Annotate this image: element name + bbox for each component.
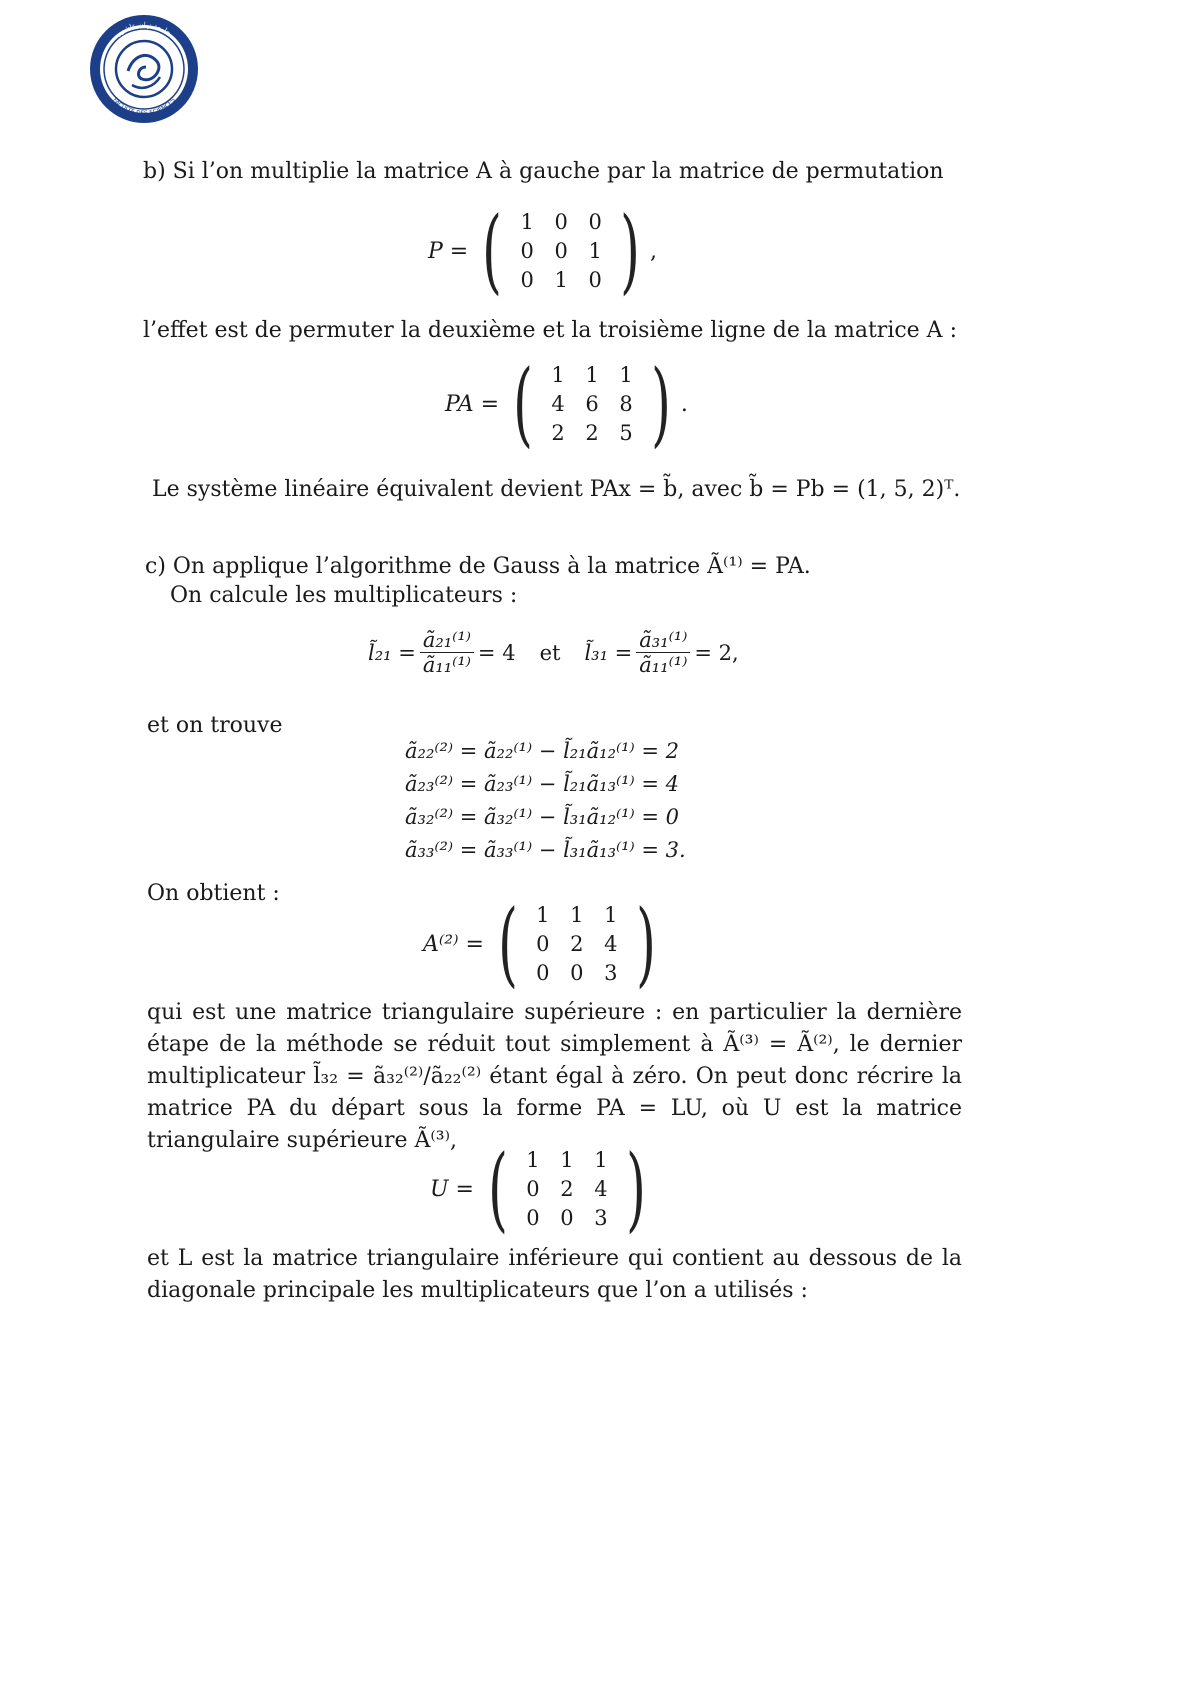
matrix-entry: 3	[594, 1205, 608, 1230]
matrix-U-label: U =	[430, 1176, 474, 1202]
matrix-entry: 1	[554, 267, 568, 292]
left-paren: (	[498, 890, 518, 997]
logo-ring-text-top: جامعة زيان عاشور	[115, 20, 173, 37]
right-paren: )	[625, 1135, 646, 1242]
system-text: Le système linéaire équivalent devient PAx = b̃, avec b̃ = Pb = (1, 5, 2)ᵀ.	[152, 477, 961, 502]
trouve-text: et on trouve	[147, 713, 283, 738]
right-paren: )	[651, 350, 671, 457]
matrix-PA-trail: .	[680, 391, 688, 417]
matrix-P-entries	[510, 208, 612, 295]
matrix-entry: 1	[619, 362, 633, 387]
triangular-paragraph: qui est une matrice triangulaire supérieure : en particulier la dernière étape de la méthode se réduit tout simplement à Ã⁽³⁾ = Ã⁽²⁾, le dernier multiplicateur l̃₃₂ = ã₃₂⁽²⁾/ã₂₂⁽²⁾ étant égal à zéro. On peut donc récrire la matrice PA du départ sous la forme PA = LU, où U est la matrice triangulaire supérieure Ã⁽³⁾,	[147, 1000, 962, 1153]
section-c-intro: c) On applique l’algorithme de Gauss à la matrice Ã⁽¹⁾ = PA.	[145, 554, 811, 579]
fraction-denominator: ã₁₁⁽¹⁾	[422, 653, 471, 677]
matrix-PA-entries	[541, 361, 643, 448]
matrix-A2-label: A⁽²⁾ =	[423, 931, 484, 957]
matrix-A2-entries	[526, 901, 628, 988]
matrix-entry: 0	[536, 960, 550, 985]
matrix-entry: 4	[551, 391, 565, 416]
l21-label: l̃₂₁ =	[368, 640, 416, 665]
matrix-P-label: P =	[428, 238, 469, 264]
matrix-entry: 1	[570, 902, 584, 927]
matrix-entry: 0	[588, 267, 602, 292]
matrix-entry: 1	[526, 1147, 540, 1172]
matrix-entry: 0	[520, 238, 534, 263]
matrix-entry: 0	[520, 267, 534, 292]
matrix-entry: 0	[526, 1205, 540, 1230]
equation-row: ã₃₃⁽²⁾ = ã₃₃⁽¹⁾ − l̃₃₁ã₁₃⁽¹⁾ = 3.	[405, 838, 686, 862]
matrix-entry: 2	[551, 420, 565, 445]
matrix-P	[428, 197, 658, 304]
matrix-entry: 4	[594, 1176, 608, 1201]
matrix-PA	[445, 350, 688, 457]
et-word: et	[539, 640, 561, 665]
matrix-PA-label: PA =	[445, 391, 500, 417]
right-paren: )	[635, 890, 656, 997]
matrix-entry: 0	[570, 960, 584, 985]
matrix-entry: 1	[551, 362, 565, 387]
fraction-l21	[420, 628, 474, 677]
matrix-entry: 1	[536, 902, 550, 927]
fraction-numerator: ã₃₁⁽¹⁾	[636, 628, 690, 653]
matrix-entry: 6	[585, 391, 599, 416]
matrix-entry: 2	[560, 1176, 574, 1201]
matrix-entry: 0	[560, 1205, 574, 1230]
equation-row: ã₂₂⁽²⁾ = ã₂₂⁽¹⁾ − l̃₂₁ã₁₂⁽¹⁾ = 2	[405, 739, 680, 763]
matrix-A2	[423, 890, 664, 997]
university-seal-logo	[88, 13, 200, 125]
matrix-entry: 1	[588, 238, 602, 263]
matrix-entry: 8	[619, 391, 633, 416]
matrix-entry: 0	[554, 209, 568, 234]
l31-result: = 2,	[694, 640, 739, 665]
l31-label: l̃₃₁ =	[584, 640, 633, 665]
matrix-entry: 0	[554, 238, 568, 263]
closing-paragraph: et L est la matrice triangulaire inférieure qui contient au dessous de la diagonale principale les multiplicateurs que l’on a utilisés :	[147, 1246, 962, 1303]
left-paren: (	[513, 350, 533, 457]
matrix-entry: 1	[594, 1147, 608, 1172]
update-equations	[405, 735, 686, 867]
obtient-text: On obtient :	[147, 881, 280, 906]
matrix-entry: 1	[604, 902, 618, 927]
section-b-intro: b) Si l’on multiplie la matrice A à gauche par la matrice de permutation	[143, 159, 944, 184]
matrix-entry: 5	[619, 420, 633, 445]
matrix-entry: 3	[604, 960, 618, 985]
effect-text: l’effet est de permuter la deuxième et la troisième ligne de la matrice A :	[143, 318, 957, 343]
matrix-U-entries	[516, 1146, 618, 1233]
matrix-entry: 1	[560, 1147, 574, 1172]
equation-row: ã₃₂⁽²⁾ = ã₃₂⁽¹⁾ − l̃₃₁ã₁₂⁽¹⁾ = 0	[405, 805, 680, 829]
fraction-denominator: ã₁₁⁽¹⁾	[639, 653, 688, 677]
fraction-numerator: ã₂₁⁽¹⁾	[420, 628, 474, 653]
matrix-entry: 1	[520, 209, 534, 234]
equation-row: ã₂₃⁽²⁾ = ã₂₃⁽¹⁾ − l̃₂₁ã₁₃⁽¹⁾ = 4	[405, 772, 680, 796]
calc-text: On calcule les multiplicateurs :	[170, 583, 518, 608]
right-paren: )	[620, 197, 640, 304]
matrix-entry: 0	[536, 931, 550, 956]
matrix-entry: 1	[585, 362, 599, 387]
matrix-entry: 2	[570, 931, 584, 956]
matrix-P-trail: ,	[650, 238, 658, 264]
multipliers-equation	[368, 628, 739, 677]
matrix-entry: 2	[585, 420, 599, 445]
logo-ring-text-bottom: FACULTÉ DES SCIENCES	[111, 96, 177, 118]
matrix-entry: 0	[588, 209, 602, 234]
l21-result: = 4	[477, 640, 516, 665]
matrix-entry: 0	[526, 1176, 540, 1201]
fraction-l31	[636, 628, 690, 677]
left-paren: (	[482, 197, 503, 304]
matrix-entry: 4	[604, 931, 618, 956]
left-paren: (	[488, 1135, 508, 1242]
matrix-U	[430, 1135, 654, 1242]
